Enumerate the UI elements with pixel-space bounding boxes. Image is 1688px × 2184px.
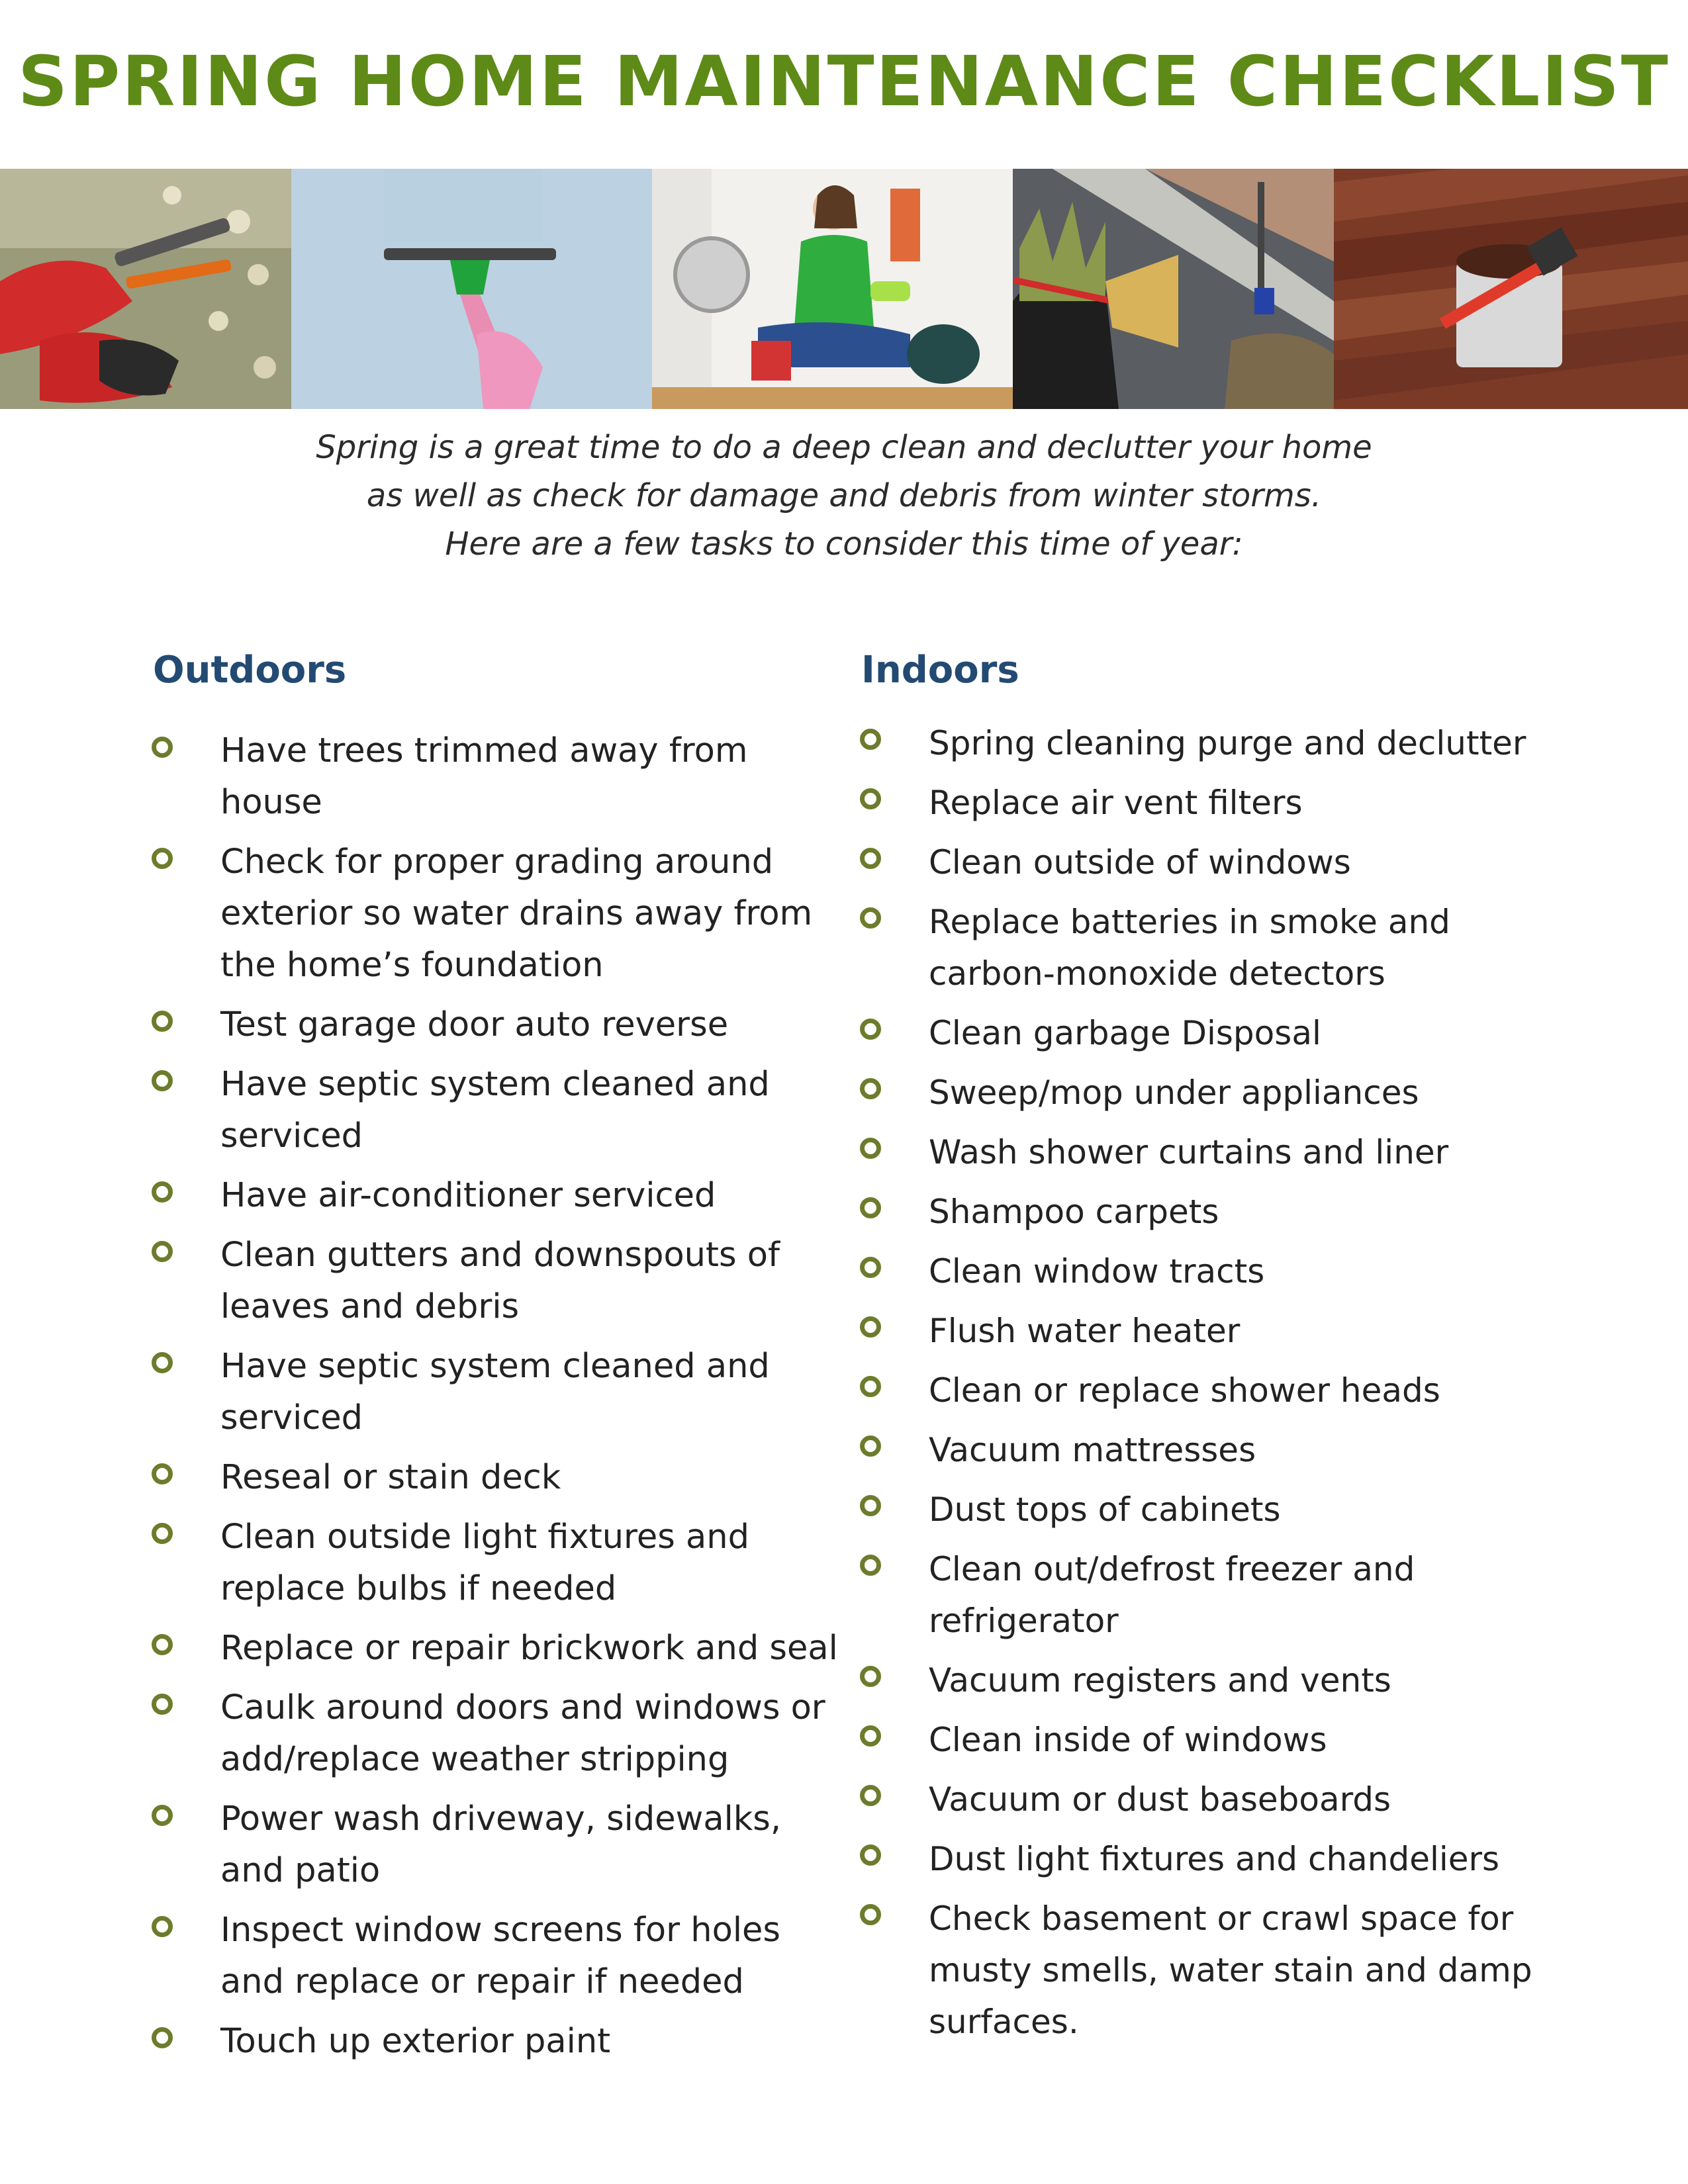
checklist-item	[857, 1007, 1585, 1059]
checklist-item-label: Shampoo carpets	[929, 1193, 1219, 1231]
checklist-item-label: Replace air vent filters	[929, 784, 1303, 822]
checklist-item-label: Vacuum or dust baseboards	[929, 1780, 1391, 1819]
checklist-item-label: Reseal or stain deck	[220, 1458, 561, 1497]
checklist-item	[149, 1905, 844, 2008]
checklist-item	[149, 1794, 844, 1897]
checkbox-circle-icon[interactable]	[860, 848, 881, 869]
checklist-item	[149, 1170, 844, 1222]
checkbox-circle-icon[interactable]	[860, 1666, 881, 1687]
checklist-item	[857, 1246, 1585, 1297]
checklist-item-label: Check basement or crawl space for musty smells, water stain and damp surfaces.	[929, 1899, 1532, 2041]
checklist-item-label: Clean garbage Disposal	[929, 1014, 1321, 1052]
checkbox-circle-icon[interactable]	[152, 1241, 173, 1262]
checklist-item-label: Flush water heater	[929, 1312, 1241, 1350]
checkbox-circle-icon[interactable]	[860, 729, 881, 750]
checklist-item	[149, 1452, 844, 1504]
indoors-heading: Indoors	[861, 649, 1019, 692]
outdoors-list	[149, 725, 844, 2068]
checklist-item-label: Sweep/mop under appliances	[929, 1073, 1419, 1112]
checkbox-circle-icon[interactable]	[152, 1694, 173, 1715]
checklist-item	[149, 1230, 844, 1333]
checklist-item	[149, 725, 844, 829]
photo-strip	[0, 169, 1688, 409]
checkbox-circle-icon[interactable]	[152, 1181, 173, 1203]
checklist-item-label: Replace batteries in smoke and carbon-monoxide detectors	[929, 903, 1450, 993]
broom-sidewalk-icon	[1013, 169, 1334, 409]
checkbox-circle-icon[interactable]	[860, 1904, 881, 1925]
checklist-item-label: Check for proper grading around exterior so water drains away from the home’s foundation	[220, 842, 813, 985]
checkbox-circle-icon[interactable]	[860, 788, 881, 809]
checkbox-circle-icon[interactable]	[860, 1138, 881, 1159]
checklist-item-label: Spring cleaning purge and declutter	[929, 724, 1526, 762]
checklist-item	[857, 1655, 1585, 1706]
checklist-item	[857, 1365, 1585, 1416]
intro-text	[0, 424, 1688, 569]
checklist-item-label: Test garage door auto reverse	[220, 1005, 729, 1044]
checkbox-circle-icon[interactable]	[152, 1523, 173, 1544]
intro-line: as well as check for damage and debris from winter storms.	[366, 477, 1322, 514]
checklist-item	[857, 777, 1585, 829]
checklist-item-label: Touch up exterior paint	[220, 2022, 611, 2061]
checkbox-circle-icon[interactable]	[860, 1725, 881, 1747]
checklist-item-label: Caulk around doors and windows or add/replace weather stripping	[220, 1688, 825, 1779]
checklist-item	[149, 999, 844, 1051]
woman-cleaning-icon	[652, 169, 1013, 409]
intro-line: Spring is a great time to do a deep clean and declutter your home	[316, 429, 1372, 466]
checkbox-circle-icon[interactable]	[860, 1495, 881, 1516]
checkbox-circle-icon[interactable]	[152, 1352, 173, 1373]
checklist-item	[857, 1067, 1585, 1118]
checklist-item	[149, 1059, 844, 1162]
checklist-item-label: Clean gutters and downspouts of leaves and debris	[220, 1236, 780, 1326]
intro-line: Here are a few tasks to consider this time of year:	[445, 525, 1243, 563]
page-title: SPRING HOME MAINTENANCE CHECKLIST	[18, 41, 1670, 122]
checklist-item	[149, 1623, 844, 1674]
checklist-item-label: Vacuum mattresses	[929, 1431, 1256, 1469]
checkbox-circle-icon[interactable]	[152, 1070, 173, 1091]
checklist-item	[857, 837, 1585, 888]
checklist-item-label: Have septic system cleaned and serviced	[220, 1347, 770, 1437]
checklist-item	[857, 1714, 1585, 1766]
checklist-item	[857, 717, 1585, 769]
checklist-item-label: Have air-conditioner serviced	[220, 1176, 716, 1215]
checklist-item-label: Replace or repair brickwork and seal	[220, 1629, 838, 1668]
checkbox-circle-icon[interactable]	[152, 1916, 173, 1937]
checkbox-circle-icon[interactable]	[860, 1785, 881, 1806]
checklist-item-label: Clean outside of windows	[929, 843, 1351, 882]
checkbox-circle-icon[interactable]	[860, 1257, 881, 1278]
checklist-item-label: Have trees trimmed away from house	[220, 731, 748, 822]
squeegee-window-icon	[291, 169, 652, 409]
checklist-item	[857, 1543, 1585, 1647]
checkbox-circle-icon[interactable]	[860, 1435, 881, 1457]
checklist-item	[857, 1833, 1585, 1885]
outdoors-column	[149, 649, 844, 2075]
checklist-item	[149, 1341, 844, 1444]
checkbox-circle-icon[interactable]	[860, 1019, 881, 1040]
checklist-item	[149, 1512, 844, 1615]
indoors-column	[857, 649, 1585, 2056]
checkbox-circle-icon[interactable]	[860, 907, 881, 929]
checklist-item	[149, 2016, 844, 2068]
outdoors-heading: Outdoors	[153, 649, 347, 692]
checklist-item-label: Dust light fixtures and chandeliers	[929, 1840, 1500, 1878]
checklist-item	[857, 1893, 1585, 2048]
checklist-item-label: Clean out/defrost freezer and refrigerator	[929, 1550, 1415, 1640]
checklist-item	[149, 1682, 844, 1786]
checklist-item	[857, 1186, 1585, 1238]
checklist-item	[857, 1424, 1585, 1476]
checkbox-circle-icon[interactable]	[152, 1011, 173, 1032]
indoors-list	[857, 717, 1585, 2048]
checkbox-circle-icon[interactable]	[860, 1078, 881, 1099]
checkbox-circle-icon[interactable]	[152, 1634, 173, 1655]
checklist-item-label: Wash shower curtains and liner	[929, 1133, 1449, 1171]
checkbox-circle-icon[interactable]	[860, 1376, 881, 1397]
checklist-item	[857, 1305, 1585, 1357]
checklist-item-label: Inspect window screens for holes and replace or repair if needed	[220, 1911, 780, 2001]
checkbox-circle-icon[interactable]	[152, 737, 173, 758]
checkbox-circle-icon[interactable]	[152, 2027, 173, 2048]
checklist-item-label: Clean window tracts	[929, 1252, 1265, 1291]
checkbox-circle-icon[interactable]	[152, 848, 173, 869]
checkbox-circle-icon[interactable]	[152, 1463, 173, 1484]
checklist-item-label: Dust tops of cabinets	[929, 1490, 1281, 1529]
checklist-item	[149, 837, 844, 991]
checklist-item-label: Clean outside light fixtures and replace bulbs if needed	[220, 1518, 749, 1608]
checkbox-circle-icon[interactable]	[860, 1316, 881, 1338]
checklist-item	[857, 1484, 1585, 1535]
checklist-item-label: Clean or replace shower heads	[929, 1371, 1440, 1410]
checklist-item	[857, 1774, 1585, 1825]
checklist-item-label: Power wash driveway, sidewalks, and patio	[220, 1799, 782, 1890]
checklist-item-label: Vacuum registers and vents	[929, 1661, 1391, 1700]
checkbox-circle-icon[interactable]	[152, 1805, 173, 1826]
checklist-item	[857, 896, 1585, 999]
deck-stain-can-icon	[1334, 169, 1688, 409]
checklist-item-label: Have septic system cleaned and serviced	[220, 1065, 770, 1156]
checkbox-circle-icon[interactable]	[860, 1555, 881, 1576]
checkbox-circle-icon[interactable]	[860, 1197, 881, 1218]
checkbox-circle-icon[interactable]	[860, 1844, 881, 1866]
pruning-shears-icon	[0, 169, 291, 409]
checklist-item	[857, 1126, 1585, 1178]
checklist-item-label: Clean inside of windows	[929, 1721, 1327, 1759]
